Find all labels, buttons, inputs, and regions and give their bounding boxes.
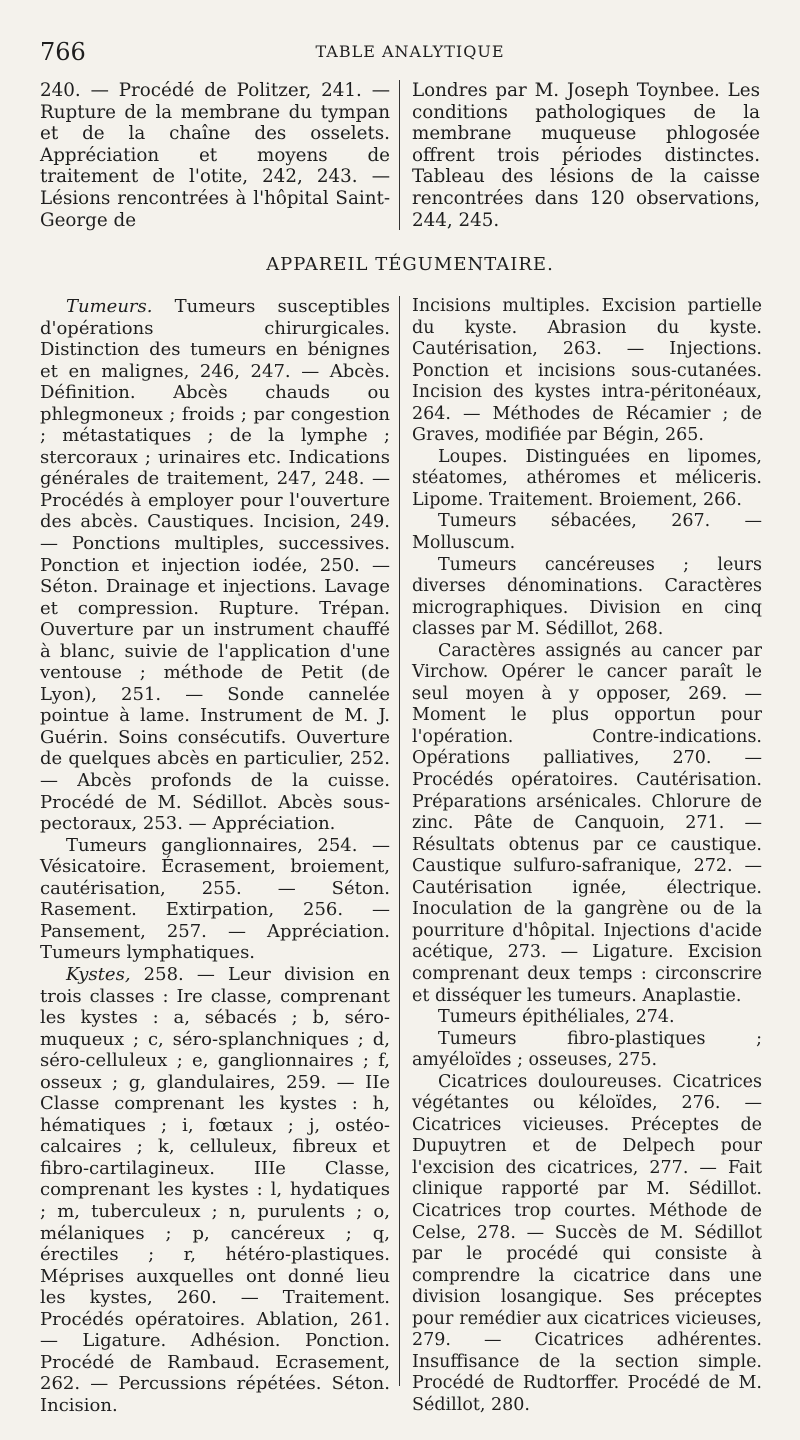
paragraph-tumeurs-ganglionnaires: Tumeurs ganglionnaires, 254. — Vésicatoire. Écrasement, broiement, cautérisation, 255. — Séton. Rasement. Extirpation, 256. — Pansement, 257. — Appréciation. Tumeurs lymphatiques.: [40, 834, 390, 964]
section-heading: APPAREIL TÉGUMENTAIRE.: [266, 254, 554, 275]
column-divider: [399, 296, 400, 1386]
paragraph-cicatrices: Cicatrices douloureuses. Cicatrices végétantes ou kéloïdes, 276. — Cicatrices vicieuses. Préceptes de Dupuytren et de Delpech pour l'excision des cicatrices, 277. — Fait clinique rapporté par M. Sédillot. Cicatrices trop courtes. Méthode de Celse, 278. — Succès de M. Sédillot par le procédé qui consiste à comprendre la cicatrice dans une division losangique. Ses préceptes pour remédier aux cicatrices vicieuses, 279. — Cicatrices adhérentes. Insuffisance de la section simple. Procédé de Rudtorffer. Procédé de M. Sédillot, 280.: [412, 1071, 762, 1415]
paragraph-text: 258. — Leur division en trois classes : Ire classe, comprenant les kystes : a, sébacés ; b, séro-muqueux ; c, séro-splanchniques ; d, séro-celluleux ; e, ganglionnaires ; f, osseux ; g, glandulaires, 259. — IIe Classe comprenant les kystes : h, hématiques ; i, fœtaux ; j, ostéo-calcaires ; k, celluleux, fibreux et fibro-cartilagineux. IIIe Classe, comprenant les kystes : l, hydatiques ; m, tuberculeux ; n, purulents ; o, mélaniques ; p, cancéreux ; q, érectiles ; r, hétéro-plastiques. Méprises auxquelles ont donné lieu les kystes, 260. — Traitement. Procédés opératoires. Ablation, 261. — Ligature. Adhésion. Ponction. Procédé de Rambaud. Ecrasement, 262. — Percussions répétées. Séton. Incision.: [40, 963, 390, 1416]
running-title: TABLE ANALYTIQUE: [315, 42, 505, 61]
top-right-column: [412, 80, 760, 231]
paragraph-tumeurs: [40, 296, 390, 835]
term-kystes: Kystes,: [66, 963, 131, 985]
paragraph-tumeurs-epitheliales: Tumeurs épithéliales, 274.: [438, 1007, 675, 1028]
page-number: 766: [40, 38, 86, 66]
term-tumeurs: Tumeurs.: [66, 296, 153, 317]
right-column: [412, 296, 762, 1416]
paragraph-loupes: Loupes. Distinguées en lipomes, stéatomes, athéromes et méliceris. Lipome. Traitement. Broiement, 266.: [412, 446, 762, 510]
page-header: [40, 38, 780, 68]
paragraph-incisions: Incisions multiples. Excision partielle du kyste. Abrasion du kyste. Cautérisation, 263. — Injections. Ponction et incisions sous-cutanées. Incision des kystes intra-péritonéaux, 264. — Méthodes de Récamier ; de Graves, modifiée par Bégin, 265.: [412, 296, 762, 446]
top-left-column: [40, 80, 390, 231]
top-right-paragraph: Londres par M. Joseph Toynbee. Les conditions pathologiques de la membrane muqueuse phlogosée offrent trois périodes distinctes. Tableau des lésions de la caisse rencontrées dans 120 observations, 244, 245.: [412, 80, 760, 231]
paragraph-tumeurs-cancereuses: Tumeurs cancéreuses ; leurs diverses dénominations. Caractères micrographiques. Division en cinq classes par M. Sédillot, 268.: [412, 554, 762, 640]
paragraph-tumeurs-sebacees: Tumeurs sébacées, 267. — Molluscum.: [412, 511, 762, 554]
top-left-paragraph: 240. — Procédé de Politzer, 241. — Rupture de la membrane du tympan et de la chaîne des osselets. Appréciation et moyens de traitement de l'otite, 242, 243. — Lésions rencontrées à l'hôpital Saint-George de: [40, 80, 390, 231]
paragraph-tumeurs-fibro-plastiques: Tumeurs fibro-plastiques ; amyéloïdes ; osseuses, 275.: [412, 1028, 762, 1071]
paragraph-text: Tumeurs susceptibles d'opérations chirurgicales. Distinction des tumeurs en bénignes et en malignes, 246, 247. — Abcès. Définition. Abcès chauds ou phlegmoneux ; froids ; par congestion ; métastatiques ; de la lymphe ; stercoraux ; urinaires etc. Indications générales de traitement, 247, 248. — Procédés à employer pour l'ouverture des abcès. Caustiques. Incision, 249. — Ponctions multiples, successives. Ponction et injection iodée, 250. — Séton. Drainage et injections. Lavage et compression. Rupture. Trépan. Ouverture par un instrument chauffé à blanc, suivie de l'application d'une ventouse ; méthode de Petit (de Lyon), 251. — Sonde cannelée pointue à lame. Instrument de M. J. Guérin. Soins consécutifs. Ouverture de quelques abcès en particulier, 252. — Abcès profonds de la cuisse. Procédé de M. Sédillot. Abcès sous-pectoraux, 253. — Appréciation.: [40, 296, 390, 835]
left-column: [40, 296, 390, 1416]
top-column-divider: [399, 80, 400, 230]
paragraph-kystes: [40, 964, 390, 1416]
paragraph-virchow: Caractères assignés au cancer par Virchow. Opérer le cancer paraît le seul moyen à y opposer, 269. — Moment le plus opportun pour l'opération. Contre-indications. Opérations palliatives, 270. — Procédés opératoires. Cautérisation. Préparations arsénicales. Chlorure de zinc. Pâte de Canquoin, 271. — Résultats obtenus par ce caustique. Caustique sulfuro-safranique, 272. — Cautérisation ignée, électrique. Inoculation de la gangrène ou de la pourriture d'hôpital. Injections d'acide acétique, 273. — Ligature. Excision comprenant deux temps : circonscrire et disséquer les tumeurs. Anaplastie.: [412, 640, 762, 1006]
